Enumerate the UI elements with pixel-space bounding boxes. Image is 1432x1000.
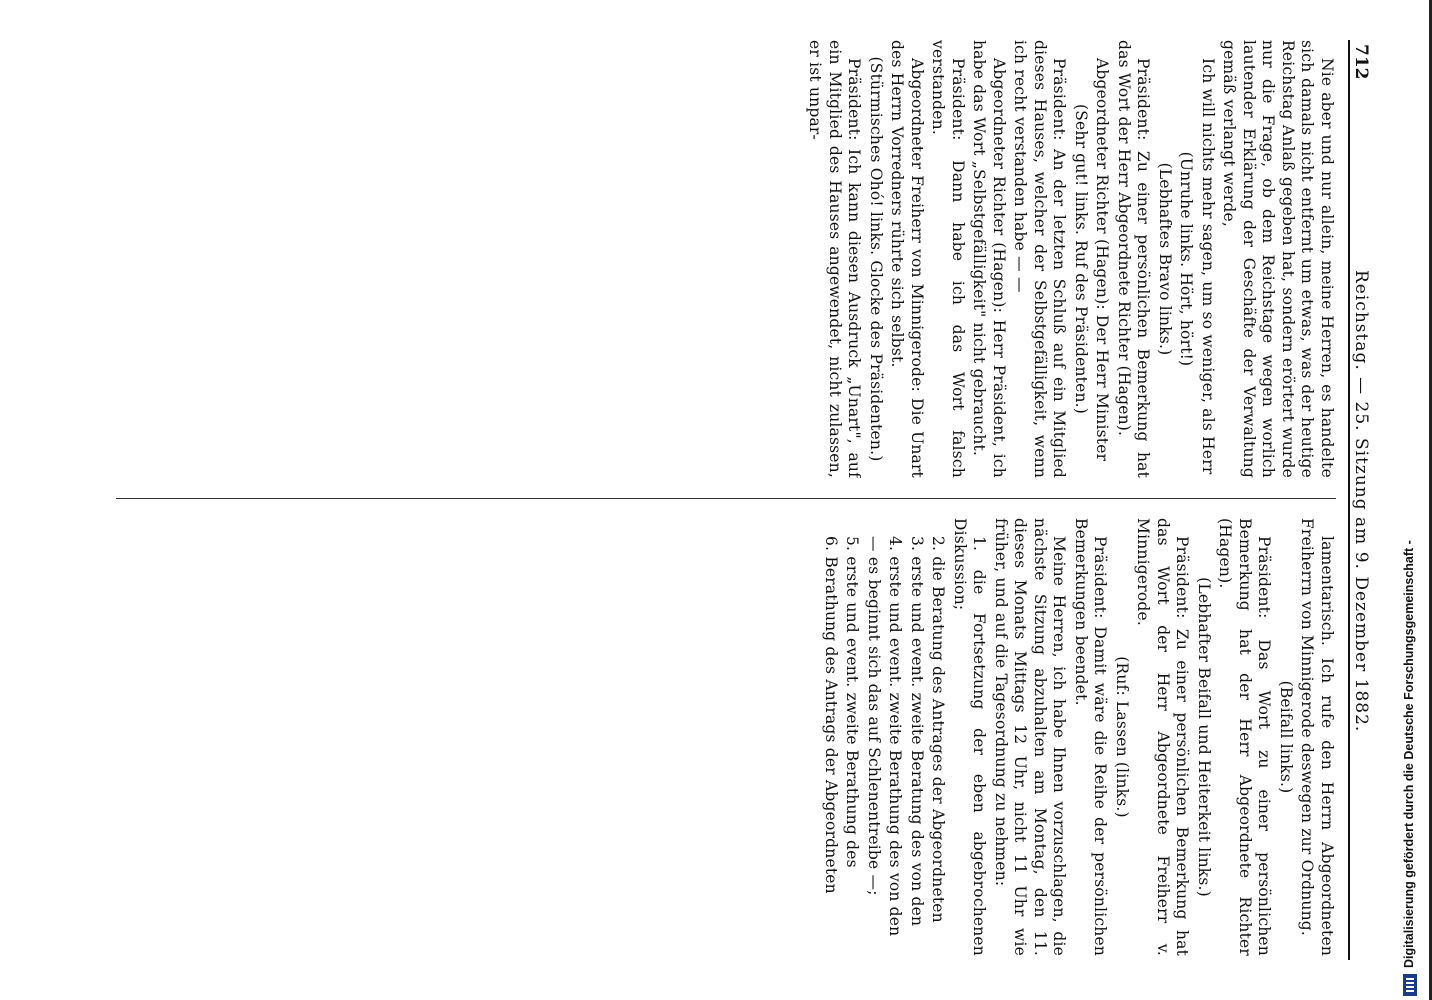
agenda-item: 3. erste und event. zweite Beratung des von den bbox=[908, 536, 926, 927]
paragraph: Abgeordneter Richter (Hagen): Der Herr Minister bbox=[1093, 58, 1112, 462]
interjection: (Unruhe links. Hört, hört!) bbox=[1177, 151, 1196, 367]
agenda-item: 6. Berathung des Antrags der Abgeordneten bbox=[822, 536, 840, 894]
paragraph: Abgeordneter Richter (Hagen): Herr Präsident, ich habe das Wort „Selbstgefälligkeit" nicht gebraucht. bbox=[970, 40, 1008, 478]
agenda-item: 5. erste und event. zweite Berathung des bbox=[843, 536, 862, 868]
rotated-page bbox=[100, 40, 1372, 960]
agenda-item: — es beginnt sich das auf Schlenentreibe —; bbox=[865, 536, 883, 896]
interjection: (Ruf: Lassen (links.) bbox=[1113, 656, 1131, 818]
interjection: (Stürmisches Ohó! links. Glocke des Präsidenten.) bbox=[867, 56, 885, 462]
left-column bbox=[116, 40, 1336, 478]
dfg-logo-icon bbox=[1403, 974, 1417, 996]
interjection: (Lebhaftes Bravo links.) bbox=[1156, 162, 1174, 356]
page-header bbox=[1348, 40, 1372, 960]
paragraph: Abgeordneter Freiherr von Minnigerode: Die Unart des Herrn Vorredners rührte sich selbst. bbox=[888, 40, 926, 478]
paragraph: Ich will nichts mehr sagen, um so weniger, als Herr bbox=[1199, 58, 1217, 475]
paragraph: Präsident: Ich kann diesen Ausdruck „Unart", auf ein Mitglied des Hauses angewendet, nicht zulassen, er ist unpar- bbox=[806, 40, 864, 478]
interjection: (Beifall links.) bbox=[1277, 680, 1295, 794]
agenda-item: 2. die Beratung des Antrages der Abgeordneten bbox=[929, 536, 948, 923]
paragraph: Nie aber und nur allein, meine Herren, es handelte sich damals nicht entfernt um etwas, was der heutige Reichstag Anlaß gegeben hat, sondern erörtert wurde nur die Frage, ob dem Reichstage wegen worlich lautender Erklärung der Geschäfte der Verwaltung gemäß verlangt werde, bbox=[1220, 40, 1336, 478]
paragraph: lamentarisch. Ich rufe den Herrn Abgeordneten Freiherrn von Minnigerode deswegen zur Ordnung. bbox=[1298, 518, 1336, 956]
paragraph: Präsident: An der letzten Schluß auf ein Mitglied dieses Hauses, welcher der Selbstgefälligkeit, wenn ich recht verstanden habe — — bbox=[1011, 40, 1069, 478]
credit-text: Digitalisierung gefördert durch die Deutsche Forschungsgemeinschaft - bbox=[1402, 540, 1416, 968]
column-divider bbox=[116, 498, 1336, 499]
interjection: (Lebhafter Beifall und Heiterkeit links.) bbox=[1195, 577, 1213, 897]
paragraph: Präsident: Zu einer persönlichen Bemerkung hat das Wort der Herr Abgeordnete Richter (Hagen). bbox=[1115, 40, 1153, 478]
paragraph: Präsident: Damit wäre die Reihe der persönlichen Bemerkungen beendet. bbox=[1072, 518, 1110, 956]
agenda-item: 4. erste und event. zweite Berathung des von den bbox=[886, 536, 905, 937]
paragraph: Präsident: Zu einer persönlichen Bemerkung hat das Wort der Herr Abgeordnete Freiherr v. Minnigerode. bbox=[1134, 518, 1192, 956]
paragraph: Präsident: Dann habe ich das Wort falsch verstanden. bbox=[929, 40, 967, 478]
right-column bbox=[116, 518, 1336, 956]
digitization-credit bbox=[1398, 0, 1420, 996]
agenda-item: 1. die Fortsetzung der eben abgebrochenen Diskussion; bbox=[951, 518, 989, 956]
page-number: 712 bbox=[1351, 44, 1371, 80]
interjection: (Sehr gut! links. Ruf des Präsidenten.) bbox=[1072, 103, 1090, 415]
running-title: Reichstag. — 25. Sitzung am 9. Dezember 1882. bbox=[1351, 270, 1371, 733]
paragraph: Meine Herren, ich habe Ihnen vorzuschlagen, die nächste Sitzung abzuhalten am Montag, den 11. dieses Monats Mittags 12 Uhr, nicht 11 Uhr wie früher, und auf die Tagesordnung zu nehmen: bbox=[992, 518, 1069, 956]
paragraph: Präsident: Das Wort zu einer persönlichen Bemerkung hat der Herr Abgeordnete Richter (Hagen). bbox=[1216, 518, 1274, 956]
